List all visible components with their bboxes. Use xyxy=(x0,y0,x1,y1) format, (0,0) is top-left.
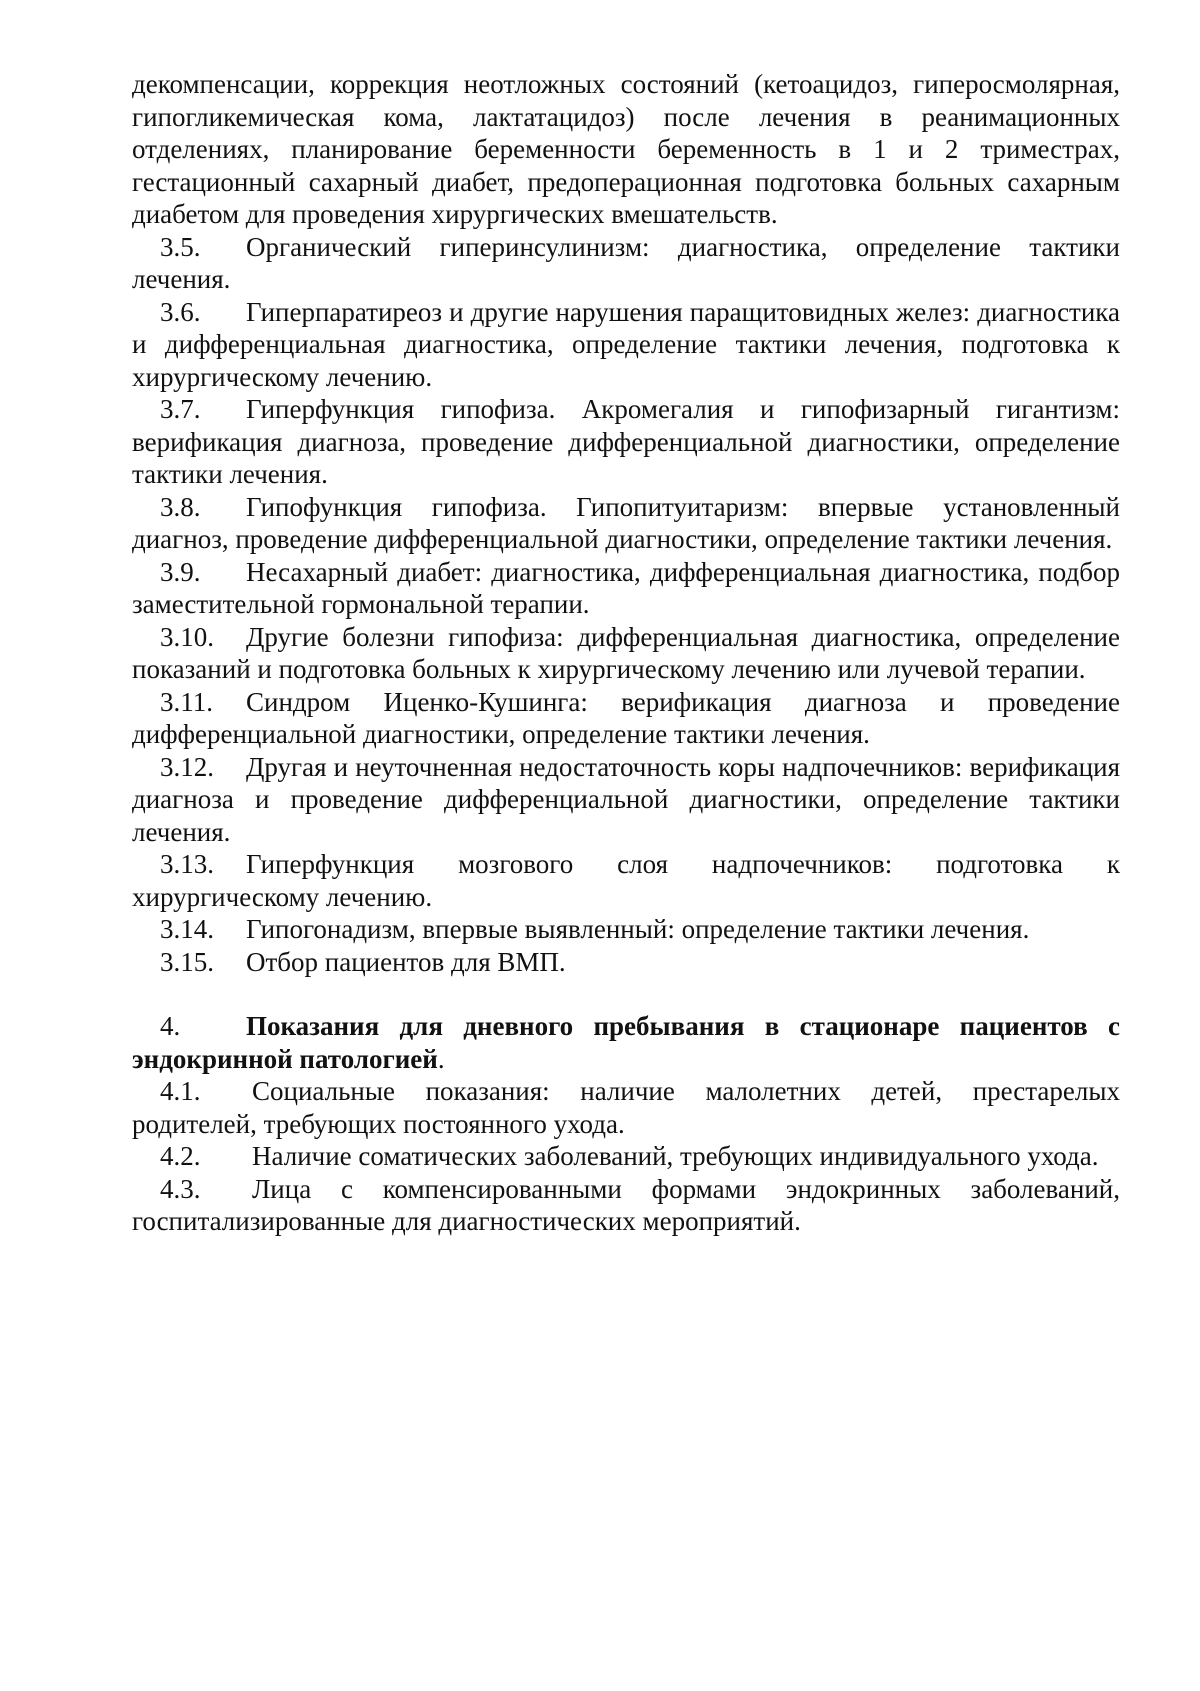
list-item xyxy=(132,296,1120,394)
list-item xyxy=(132,946,1120,979)
item-text: Другие болезни гипофиза: дифференциальная диагностика, определение показаний и подготовка больных к хирургическому лечению или лучевой терапии. xyxy=(132,621,1120,684)
item-number: 3.12. xyxy=(160,751,214,782)
list-item xyxy=(132,1173,1120,1238)
section-title-period: . xyxy=(437,1043,445,1074)
item-text: Синдром Иценко-Кушинга: верификация диагноза и проведение дифференциальной диагностики, определение тактики лечения. xyxy=(132,686,1120,749)
item-text: Наличие соматических заболеваний, требующих индивидуального ухода. xyxy=(252,1141,1099,1171)
item-text: Органический гиперинсулинизм: диагностика, определение тактики лечения. xyxy=(132,231,1120,294)
item-number: 3.6. xyxy=(160,296,201,327)
item-text: Гипофункция гипофиза. Гипопитуитаризм: впервые установленный диагноз, проведение дифференциальной диагностики, определение тактики лечения. xyxy=(132,491,1120,554)
item-number: 3.14. xyxy=(160,914,214,944)
item-text: Гиперфункция гипофиза. Акромегалия и гипофизарный гигантизм: верификация диагноза, проведение дифференциальной диагностики, определение тактики лечения. xyxy=(132,394,1120,489)
list-item xyxy=(132,1075,1120,1140)
list-item xyxy=(132,491,1120,556)
list-item xyxy=(132,751,1120,849)
list-item xyxy=(132,393,1120,491)
list-item xyxy=(132,913,1120,946)
section-number: 4. xyxy=(160,1011,181,1041)
item-number: 4.3. xyxy=(160,1173,201,1204)
intro-paragraph: декомпенсации, коррекция неотложных состояний (кетоацидоз, гиперосмолярная, гипогликемическая кома, лактатацидоз) после лечения в реанимационных отделениях, планирование беременности беременность в 1 и 2 триместрах, гестационный сахарный диабет, предоперационная подготовка больных сахарным диабетом для проведения хирургических вмешательств. xyxy=(132,69,1120,229)
list-item xyxy=(132,848,1120,913)
section-title: Показания для дневного пребывания в стационаре пациентов с эндокринной патологией xyxy=(132,1011,1120,1074)
item-number: 4.1. xyxy=(160,1076,201,1106)
item-text: Гиперфункция мозгового слоя надпочечников: подготовка к хирургическому лечению. xyxy=(132,849,1120,912)
item-text: Социальные показания: наличие малолетних детей, престарелых родителей, требующих постоянного ухода. xyxy=(132,1076,1120,1139)
item-number: 3.8. xyxy=(160,491,201,522)
document-page xyxy=(132,68,1120,1238)
item-text: Гипогонадизм, впервые выявленный: определение тактики лечения. xyxy=(246,914,1030,944)
list-item xyxy=(132,621,1120,686)
list-item xyxy=(132,1140,1120,1173)
list-item xyxy=(132,686,1120,751)
section-heading xyxy=(132,1010,1120,1075)
list-item xyxy=(132,231,1120,296)
item-number: 4.2. xyxy=(160,1141,201,1171)
item-number: 3.9. xyxy=(160,556,201,587)
item-text: Другая и неуточненная недостаточность коры надпочечников: верификация диагноза и проведение дифференциальной диагностики, определение тактики лечения. xyxy=(132,751,1120,847)
item-text: Несахарный диабет: диагностика, дифференциальная диагностика, подбор заместительной гормональной терапии. xyxy=(132,556,1120,619)
item-number: 3.11. xyxy=(160,686,213,717)
item-number: 3.13. xyxy=(160,849,214,879)
item-text: Гиперпаратиреоз и другие нарушения паращитовидных желез: диагностика и дифференциальная диагностика, определение тактики лечения, подготовка к хирургическому лечению. xyxy=(132,296,1120,392)
list-item xyxy=(132,556,1120,621)
item-text: Отбор пациентов для ВМП. xyxy=(246,946,566,977)
item-number: 3.5. xyxy=(160,231,201,262)
item-number: 3.7. xyxy=(160,394,201,424)
item-text: Лица с компенсированными формами эндокринных заболеваний, госпитализированные для диагностических мероприятий. xyxy=(132,1173,1120,1236)
item-number: 3.10. xyxy=(160,621,214,652)
item-number: 3.15. xyxy=(160,946,214,977)
